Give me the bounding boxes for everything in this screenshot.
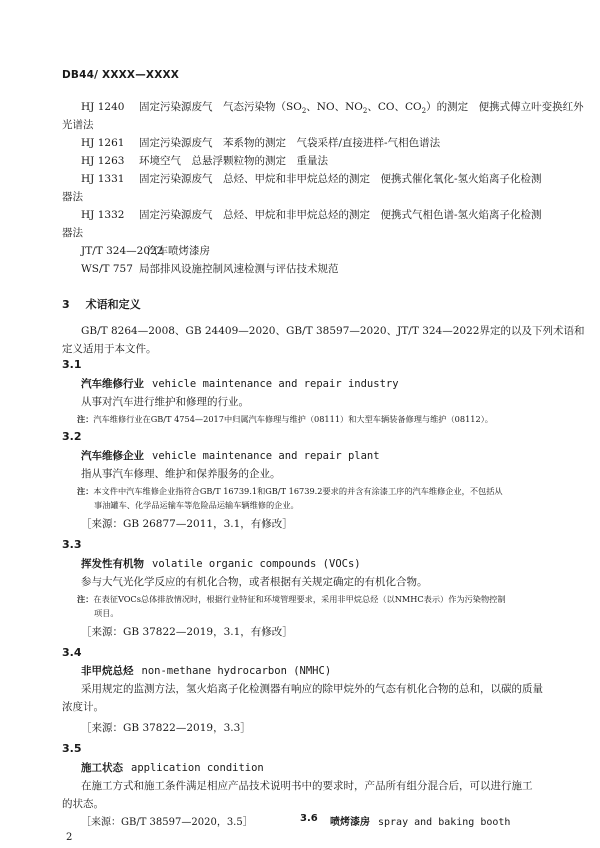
standard-title-wrap: 光谱法: [62, 119, 94, 131]
standard-code: WS/T 757: [81, 263, 133, 275]
term-definition-wrap: 的状态。: [62, 798, 104, 810]
term-en: spray and baking booth: [378, 817, 511, 828]
term-heading: [81, 760, 264, 775]
term-number: 3.4: [62, 646, 82, 659]
standard-title: 局部排风设施控制风速检测与评估技术规范: [139, 263, 339, 275]
note-text: 汽车维修行业在GB/T 4754—2017中归属汽车修理与维护（08111）和大型车辆装备修理与维护（08112）。: [93, 414, 493, 424]
term-zh: 施工状态: [81, 762, 123, 774]
term-zh: 喷烤漆房: [330, 817, 370, 828]
note-text: 在表征VOCs总体排放情况时，根据行业特征和环境管理要求，采用非甲烷总烃（以NMHC表示）作为污染物控制: [93, 594, 506, 604]
term-number: 3.1: [62, 358, 82, 371]
standard-title-wrap: 器法: [62, 227, 83, 239]
term-source: ［来源：GB/T 38597—2020，3.5］: [81, 817, 253, 828]
term-source: ［来源：GB 37822—2019，3.3］: [81, 722, 251, 734]
term-number: 3.6: [300, 813, 318, 824]
term-note: [77, 484, 503, 498]
term-en: non-methane hydrocarbon (NMHC): [141, 665, 332, 677]
standard-item: [81, 242, 210, 260]
standard-item: [81, 260, 339, 278]
term-definition: 在施工方式和施工条件满足相应产品技术说明书中的要求时，产品所有组分混合后，可以进行施工: [81, 780, 533, 792]
term-number: 3.5: [62, 742, 82, 755]
section-heading: [62, 296, 141, 312]
standard-code: HJ 1263: [81, 155, 125, 167]
standard-code: HJ 1332: [81, 209, 125, 221]
standard-code: JT/T 324—2022: [81, 245, 164, 257]
term-heading: [81, 663, 331, 678]
term-definition: 采用规定的监测方法，氢火焰离子化检测器有响应的除甲烷外的气态有机化合物的总和，以碳的质量: [81, 683, 543, 695]
term-definition-wrap: 浓度计。: [62, 701, 104, 713]
note-label: 注：: [77, 594, 94, 604]
document-header: DB44/ XXXX—XXXX: [62, 69, 180, 81]
term-en: application condition: [131, 762, 264, 774]
standard-item: [81, 98, 584, 120]
standard-item: [81, 170, 542, 188]
standard-item: [81, 206, 542, 224]
standard-title: 固定污染源废气 气态污染物（$SO_2$、NO、$NO_2$、CO、$CO_2$）的测定 便携式傅立叶变换红外: [139, 101, 584, 116]
term-note: [77, 592, 506, 606]
page-number: 2: [66, 832, 73, 843]
term-definition: 参与大气光化学反应的有机化合物，或者根据有关规定确定的有机化合物。: [81, 576, 428, 588]
standard-code: HJ 1261: [81, 137, 125, 149]
term-en: vehicle maintenance and repair industry: [152, 378, 399, 390]
term-zh: 汽车维修行业: [81, 378, 144, 390]
standard-item: [81, 152, 328, 170]
term-zh: 汽车维修企业: [81, 450, 144, 462]
term-definition: 从事对汽车进行维护和修理的行业。: [81, 396, 249, 408]
standard-title: 固定污染源废气 总烃、甲烷和非甲烷总烃的测定 便携式催化氧化-氢火焰离子化检测: [139, 173, 542, 185]
term-heading: [81, 448, 380, 463]
standard-title: 环境空气 总悬浮颗粒物的测定 重量法: [139, 155, 328, 167]
term-source: ［来源：GB 26877—2011，3.1，有修改］: [81, 518, 293, 530]
term-number: 3.3: [62, 538, 82, 551]
standard-title: 汽车喷烤漆房: [147, 245, 210, 257]
term-note-wrap: 事油罐车、化学品运输车等危险品运输车辆维修的企业。: [94, 500, 299, 510]
term-zh: 非甲烷总烃: [81, 665, 134, 677]
term-definition: 指从事汽车修理、维护和保养服务的企业。: [81, 468, 281, 480]
note-label: 注：: [77, 486, 94, 496]
standard-code: HJ 1331: [81, 173, 125, 185]
note-label: 注：: [77, 414, 94, 424]
term-en: vehicle maintenance and repair plant: [152, 450, 380, 462]
section-number: 3: [62, 298, 70, 311]
standard-item: [81, 134, 440, 152]
standard-title-wrap: 器法: [62, 191, 83, 203]
standard-title: 固定污染源废气 苯系物的测定 气袋采样/直接进样-气相色谱法: [139, 137, 441, 149]
term-heading: [330, 813, 510, 828]
term-zh: 挥发性有机物: [81, 558, 144, 570]
note-text: 本文件中汽车维修企业指符合GB/T 16739.1和GB/T 16739.2要求的并含有涂漆工序的汽车维修企业，不包括从: [93, 486, 503, 496]
term-number: 3.2: [62, 430, 82, 443]
term-heading: [81, 556, 361, 571]
intro-paragraph: GB/T 8264—2008、GB 24409—2020、GB/T 38597—2020、JT/T 324—2022界定的以及下列术语和: [81, 325, 585, 337]
standard-title: 固定污染源废气 总烃、甲烷和非甲烷总烃的测定 便携式气相色谱-氢火焰离子化检测: [139, 209, 542, 221]
section-title: 术语和定义: [85, 298, 141, 311]
standard-code: HJ 1240: [81, 101, 125, 113]
term-source: ［来源：GB 37822—2019，3.1，有修改］: [81, 626, 293, 638]
term-note: [77, 412, 493, 426]
term-en: volatile organic compounds (VOCs): [152, 558, 361, 570]
intro-paragraph-wrap: 定义适用于本文件。: [62, 343, 157, 355]
term-note-wrap: 项目。: [94, 608, 119, 618]
term-heading: [81, 376, 399, 391]
